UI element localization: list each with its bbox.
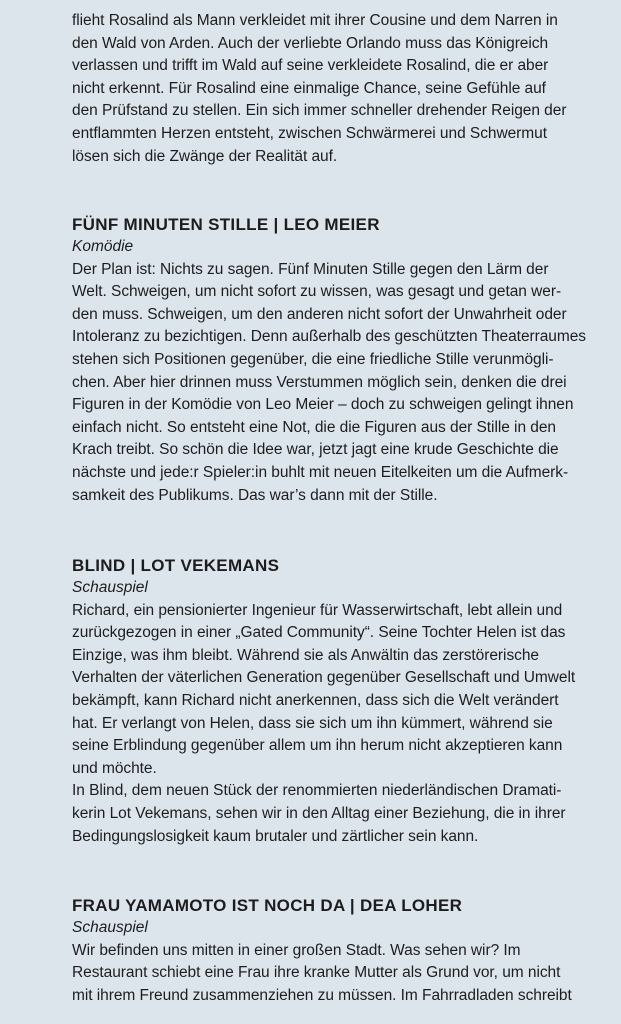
text-line: In Blind, dem neuen Stück der renommierten niederländischen Dramati- [72, 782, 562, 800]
text-line: Welt. Schweigen, um nicht sofort zu wissen, was gesagt und getan wer- [72, 283, 562, 301]
text-line: Wir befinden uns mitten in einer großen Stadt. Was sehen wir? Im [72, 941, 521, 959]
text-line: samkeit des Publikums. Das war’s dann mit der Stille. [72, 486, 438, 504]
text-line: den Wald von Arden. Auch der verliebte Orlando muss das Königreich [72, 34, 549, 52]
play-section-frau-yamamoto [72, 895, 572, 1007]
text-line: chen. Aber hier drinnen muss Verstummen möglich sein, denken die drei [72, 373, 567, 391]
text-line: den muss. Schweigen, um den anderen nicht sofort der Unwahrheit oder [72, 305, 567, 323]
text-line: Richard, ein pensionierter Ingenieur für Wasserwirtschaft, lebt allein und [72, 601, 563, 619]
text-line: zurückgezogen in einer „Gated Community“. Seine Tochter Helen ist das [72, 624, 566, 642]
section-genre: Schauspiel [72, 579, 148, 596]
text-line: Figuren in der Komödie von Leo Meier – doch zu schweigen gelingt ihnen [72, 396, 574, 414]
text-line: nächste und jede:r Spieler:in buhlt mit neuen Eitelkeiten um die Aufmerk- [72, 463, 569, 481]
section-heading: FRAU YAMAMOTO IST NOCH DA | DEA LOHER [72, 896, 463, 915]
text-line: flieht Rosalind als Mann verkleidet mit ihrer Cousine und dem Narren in [72, 12, 558, 29]
text-line: Krach treibt. So schön die Idee war, jetzt jagt eine krude Geschichte die [72, 441, 559, 459]
section-genre: Schauspiel [72, 919, 148, 936]
text-line: den Prüfstand zu stellen. Ein sich immer schneller drehender Reigen der [72, 102, 567, 120]
section-heading: FÜNF MINUTEN STILLE | LEO MEIER [72, 215, 380, 234]
text-line: und möchte. [72, 759, 157, 777]
text-line: seine Erblindung gegenüber allem um ihn herum nicht akzeptieren kann [72, 737, 563, 755]
text-line: einfach nicht. So entsteht eine Not, die die Figuren aus der Stille in den [72, 418, 556, 436]
text-line: Einzige, was ihm bleibt. Während sie als Anwältin das zerstörerische [72, 646, 539, 664]
text-line: mit ihrem Freund zusammenziehen zu müssen. Im Fahrradladen schreibt [72, 986, 572, 1004]
text-line: stehen sich Positionen gegenüber, die eine friedliche Stille verunmögli- [72, 350, 554, 368]
text-line: nicht erkennt. Für Rosalind eine einmalige Chance, seine Gefühle auf [72, 79, 546, 97]
text-line: Bedingungslosigkeit kaum brutaler und zärtlicher sein kann. [72, 827, 479, 845]
text-line: kerin Lot Vekemans, sehen wir in den Alltag einer Beziehung, die in ihrer [72, 804, 566, 822]
play-section-blind [72, 555, 576, 848]
text-line: Intoleranz zu bezichtigen. Denn außerhalb des geschützten Theaterraumes [72, 328, 587, 346]
intro-paragraph [72, 10, 567, 168]
section-genre: Komödie [72, 238, 134, 255]
text-line: lösen sich die Zwänge der Realität auf. [72, 147, 338, 165]
text-line: hat. Er verlangt von Helen, dass sie sich um ihn kümmert, während sie [72, 714, 553, 732]
text-line: Der Plan ist: Nichts zu sagen. Fünf Minuten Stille gegen den Lärm der [72, 260, 549, 278]
text-line: Verhalten der väterlichen Generation gegenüber Gesellschaft und Umwelt [72, 669, 576, 687]
section-heading: BLIND | LOT VEKEMANS [72, 556, 280, 575]
text-line: verlassen und trifft im Wald auf seine verkleidete Rosalind, die er aber [72, 57, 549, 75]
play-section-fuenf-minuten-stille [72, 214, 587, 507]
text-line: entflammten Herzen entsteht, zwischen Schwärmerei und Schwermut [72, 124, 547, 142]
text-line: Restaurant schiebt eine Frau ihre kranke Mutter als Grund vor, um nicht [72, 964, 561, 982]
text-line: bekämpft, kann Richard nicht anerkennen, dass sich die Welt verändert [72, 691, 559, 709]
